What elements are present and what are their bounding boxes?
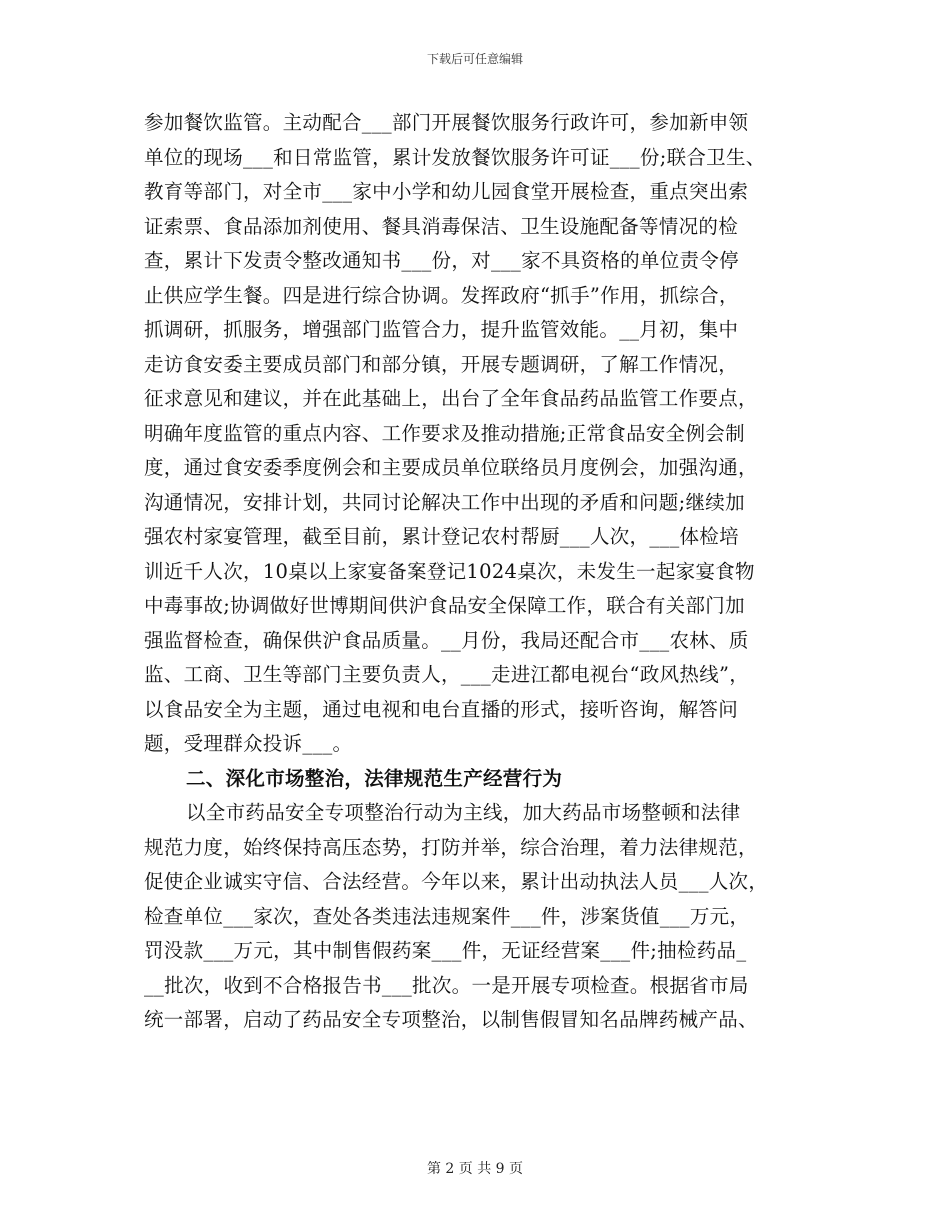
paragraph-line: 查，累计下发责令整改通知书___份，对___家不具资格的单位责令停: [144, 249, 739, 272]
paragraph-line: 抓调研，抓服务，增强部门监管合力，提升监管效能。__月初，集中: [144, 318, 739, 341]
paragraph-line: 强农村家宴管理，截至目前，累计登记农村帮厨___人次，___体检培: [144, 525, 739, 548]
paragraph-line: 度，通过食安委季度例会和主要成员单位联络员月度例会，加强沟通，: [144, 456, 758, 479]
paragraph-line: 单位的现场___和日常监管，累计发放餐饮服务许可证___份;联合卫生、: [144, 145, 766, 169]
page-header: 下载后可任意编辑: [426, 52, 523, 66]
paragraph-line: 教育等部门，对全市___家中小学和幼儿园食堂开展检查，重点突出索: [144, 180, 749, 203]
paragraph-line: 罚没款___万元，其中制售假药案___件，无证经营案___件;抽检药品_: [144, 939, 747, 962]
paragraph-line: 检查单位___家次，查处各类违法违规案件___件，涉案货值___万元，: [144, 904, 750, 928]
section-heading: 二、深化市场整治，法律规范生产经营行为: [186, 766, 563, 790]
paragraph-line: 题，受理群众投诉___。: [144, 732, 353, 755]
paragraph-line: 参加餐饮监管。主动配合___部门开展餐饮服务行政许可，参加新申领: [144, 111, 749, 134]
paragraph-line: 证索票、食品添加剂使用、餐具消毒保洁、卫生设施配备等情况的检: [144, 214, 739, 238]
paragraph-line: 促使企业诚实守信、合法经营。今年以来，累计出动执法人员___人次，: [144, 870, 769, 893]
paragraph-line: 以全市药品安全专项整治行动为主线，加大药品市场整顿和法律: [186, 801, 741, 824]
paragraph-line: 中毒事故;协调做好世博期间供沪食品安全保障工作，联合有关部门加: [144, 594, 745, 617]
paragraph-line: 训近千人次，10桌以上家宴备案登记1024桌次，未发生一起家宴食物: [144, 559, 755, 583]
paragraph-line: __批次，收到不合格报告书___批次。一是开展专项检查。根据省市局: [144, 973, 749, 997]
paragraph-line: 监、工商、卫生等部门主要负责人，___走进江都电视台“政风热线”，: [144, 663, 750, 686]
paragraph-line: 以食品安全为主题，通过电视和电台直播的形式，接听咨询，解答问: [144, 697, 739, 721]
paragraph-line: 明确年度监管的重点内容、工作要求及推动措施;正常食品安全例会制: [144, 421, 745, 445]
paragraph-line: 统一部署，启动了药品安全专项整治，以制售假冒知名品牌药械产品、: [144, 1008, 758, 1031]
paragraph-line: 止供应学生餐。四是进行综合协调。发挥政府“抓手”作用，抓综合，: [144, 283, 739, 307]
document-body: [144, 106, 812, 1038]
paragraph-line: 规范力度，始终保持高压态势，打防并举，综合治理，着力法律规范，: [144, 835, 758, 859]
page-footer: 第 2 页 共 9 页: [426, 1161, 524, 1177]
paragraph-line: 强监督检查，确保供沪食品质量。__月份，我局还配合市___农林、质: [144, 628, 749, 652]
paragraph-line: 沟通情况，安排计划，共同讨论解决工作中出现的矛盾和问题;继续加: [144, 490, 745, 514]
paragraph-line: 走访食安委主要成员部门和部分镇，开展专题调研，了解工作情况，: [144, 352, 739, 376]
paragraph-line: 征求意见和建议，并在此基础上，出台了全年食品药品监管工作要点，: [144, 387, 758, 410]
